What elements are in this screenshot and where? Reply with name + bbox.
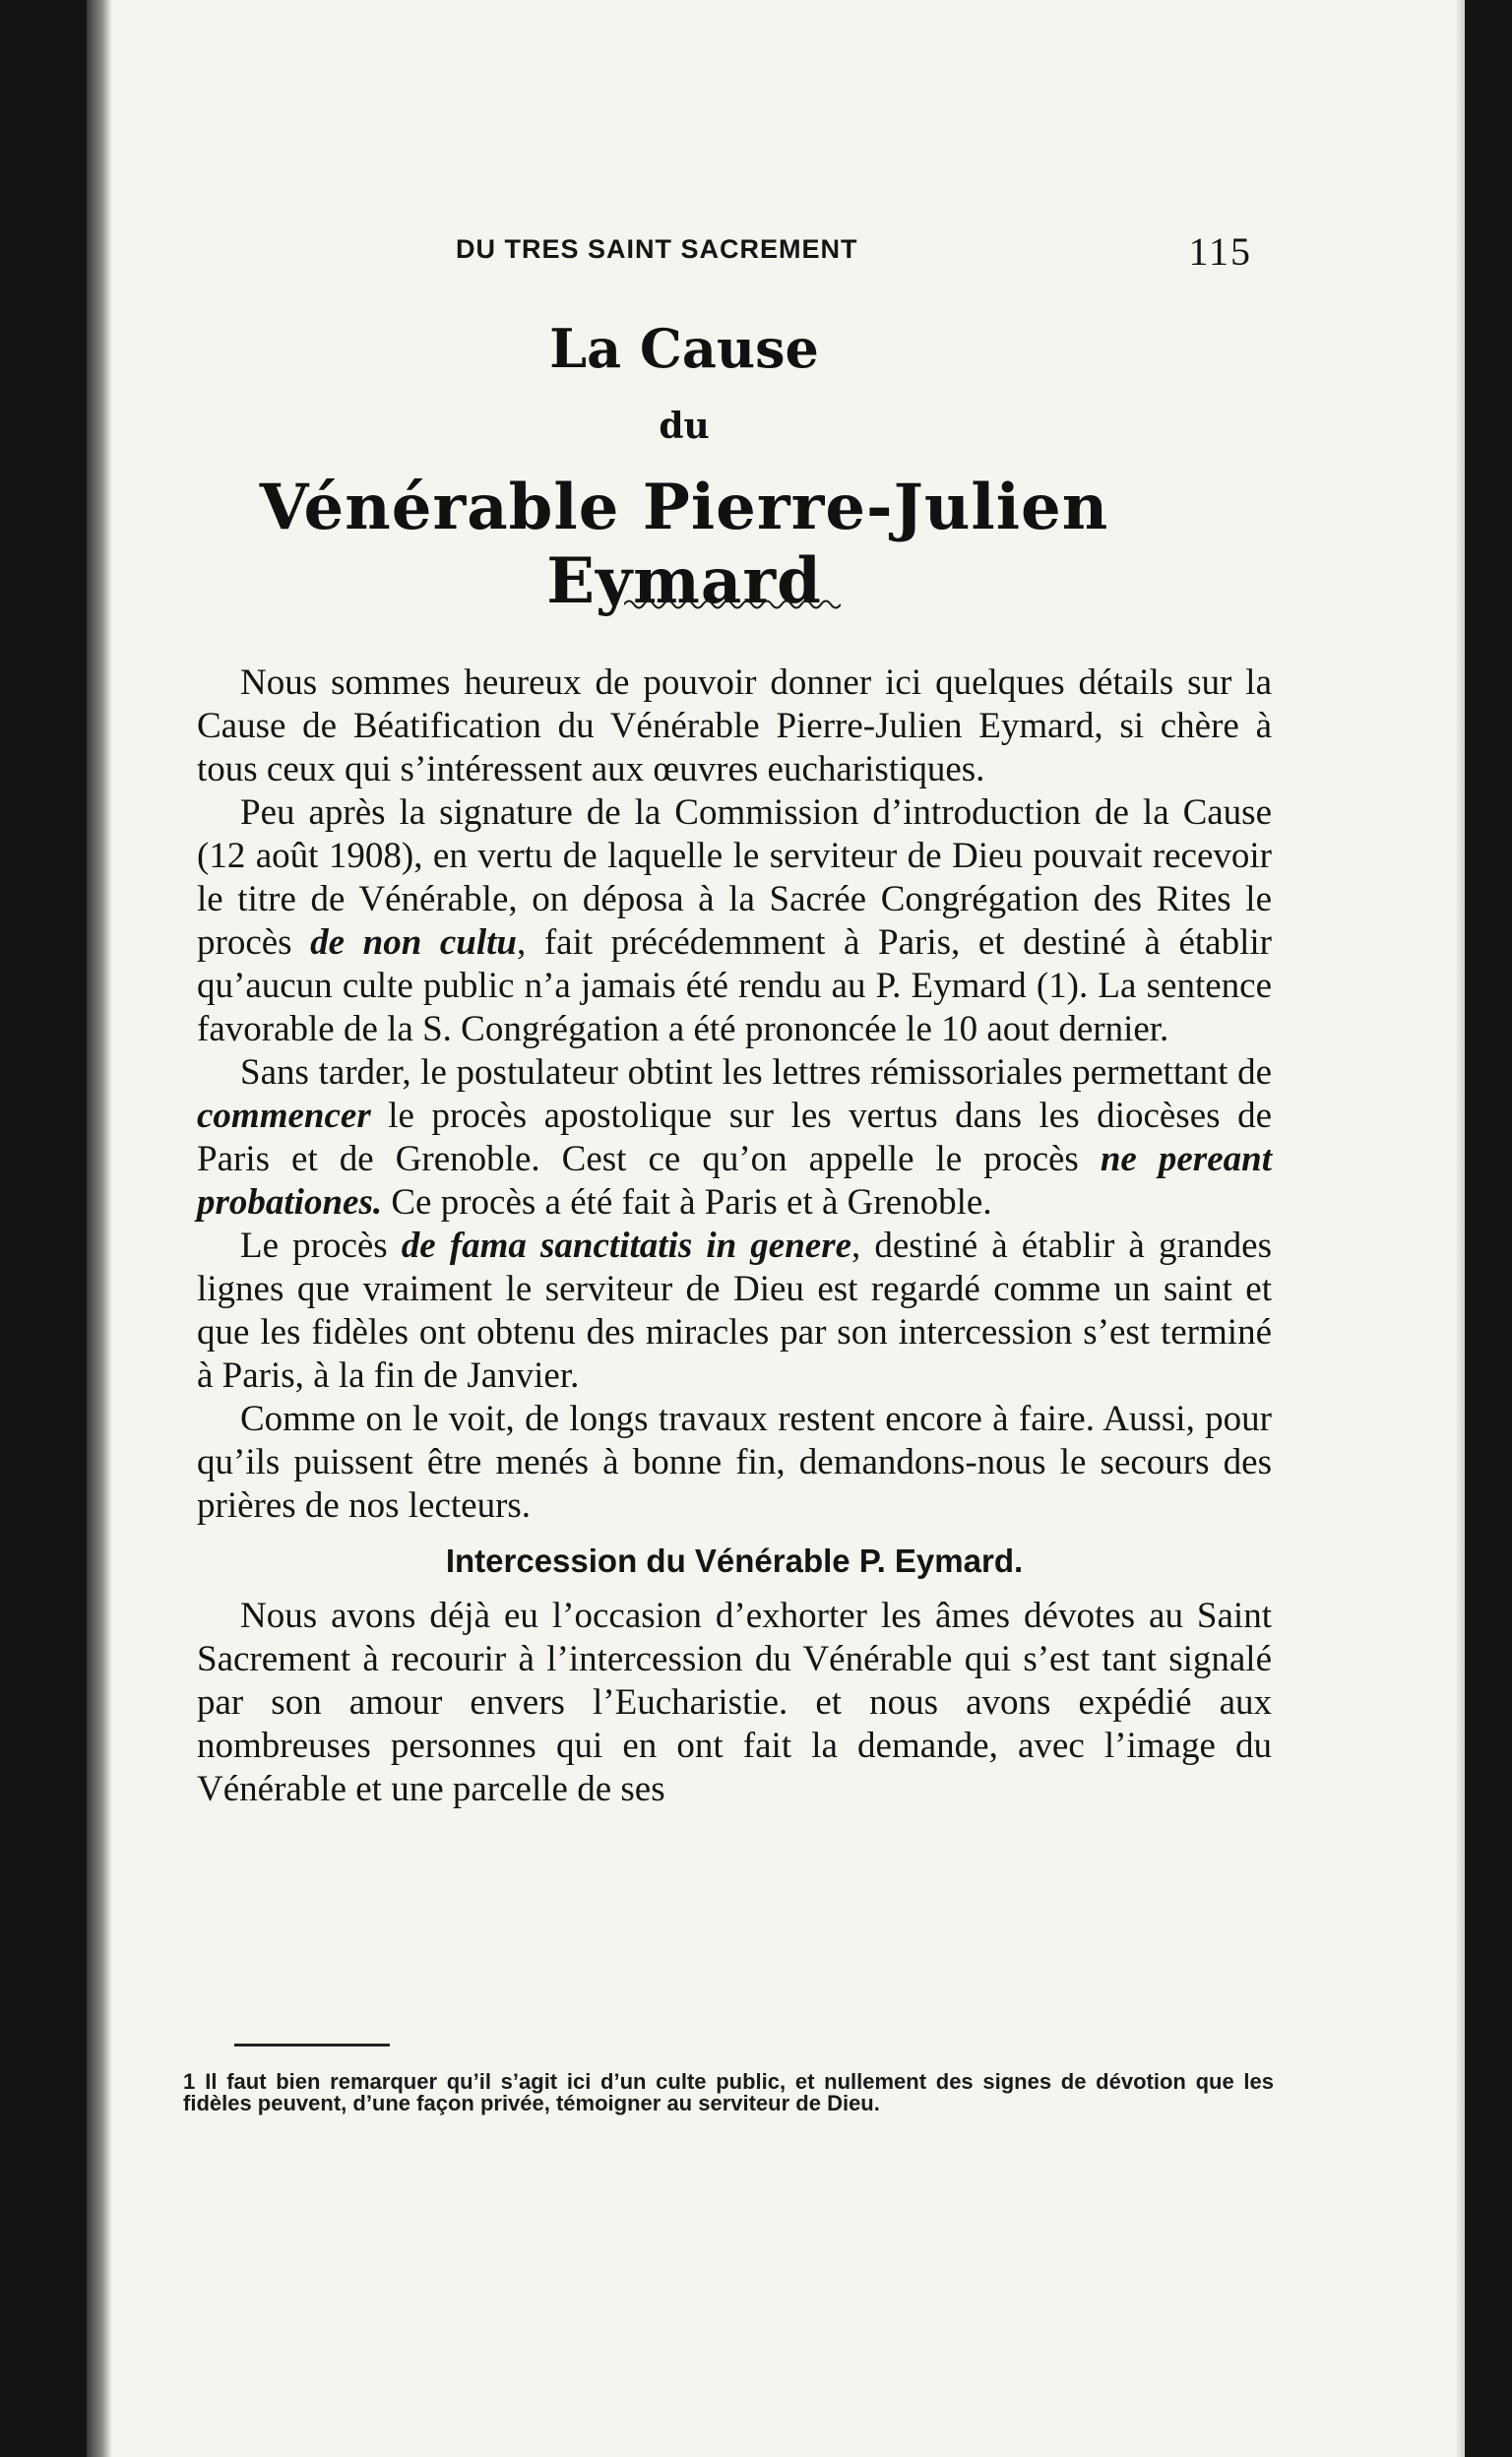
paragraph-text: Peu après la signature de la Commission d’introduction de la Cause (12 août 1908), en vertu de laquelle le serviteur de Dieu pouvait recevoir le titre de Vénérable, on déposa à la Sacrée Congrégation des Rites le procès — [197, 792, 1272, 963]
footnote-text: Il faut bien remarquer qu’il s’agit ici d’un culte public, et nullement des signes de dévotion que les fidèles peuvent, d’une façon privée, témoigner au serviteur de Dieu. — [183, 2069, 1274, 2115]
page-edge — [1455, 0, 1465, 2457]
paragraph — [197, 662, 1272, 791]
title-ornament-rule — [624, 595, 841, 614]
article-title-line-1: La Cause — [549, 317, 819, 380]
section-heading: Intercession du Vénérable P. Eymard. — [445, 1543, 1024, 1579]
page-number: 115 — [1188, 229, 1252, 274]
running-title: DU TRES SAINT SACREMENT — [456, 234, 858, 264]
paragraph-text: Le procès — [240, 1226, 402, 1266]
footnote-number: 1 — [183, 2069, 196, 2094]
latin-term: ne pereant probationes. — [197, 1139, 1272, 1223]
paragraph-text: Comme on le voit, de longs travaux restent encore à faire. Aussi, pour qu’ils puissent être menés à bonne fin, demandons-nous le secours des prières de nos lecteurs. — [197, 1399, 1272, 1526]
paragraph — [197, 1595, 1272, 1811]
paragraph-text: Nous sommes heureux de pouvoir donner ici quelques détails sur la Cause de Béatification du Vénérable Pierre-Julien Eymard, si chère à tous ceux qui s’intéressent aux œuvres eucharistiques. — [197, 662, 1272, 789]
footnote-divider — [234, 2044, 390, 2047]
paragraph-text: le procès apostolique sur les vertus dans les diocèses de Paris et de Grenoble. Cest ce qu’on appelle le procès — [197, 1096, 1272, 1179]
paragraph-text: , fait précédemment à Paris, et destiné à établir qu’aucun culte public n’a jamais été rendu au P. Eymard (1). La sentence favorable de la S. Congrégation a été prononcée le 10 aout dernier. — [197, 922, 1272, 1049]
paragraph — [197, 1398, 1272, 1528]
page-gutter-shadow — [87, 0, 112, 2457]
paragraph-text: Nous avons déjà eu l’occasion d’exhorter les âmes dévotes au Saint Sacrement à recourir à l’intercession du Vénérable qui s’est tant signalé par son amour envers l’Eucharistie. et nous avons expédié aux nombreuses personnes qui en ont fait la demande, avec l’image du Vénérable et une parcelle de ses — [197, 1596, 1272, 1809]
paragraph-text: , destiné à établir à grandes lignes que vraiment le serviteur de Dieu est regardé comme un saint et que les fidèles ont obtenu des miracles par son intercession s’est terminé à Paris, à la fin de Janvier. — [197, 1226, 1273, 1396]
article-title-line-2: du — [659, 406, 710, 447]
article-title-line-3: Vénérable Pierre-Julien Eymard — [259, 471, 1109, 618]
paragraph-text: Sans tarder, le postulateur obtint les lettres rémissoriales permettant de — [240, 1052, 1272, 1093]
latin-term: de non cultu — [310, 922, 517, 963]
footnote — [183, 2071, 1274, 2114]
emphasis: commencer — [197, 1096, 371, 1136]
paragraph — [197, 1225, 1272, 1398]
paragraph — [197, 1051, 1272, 1225]
article-body — [197, 662, 1272, 1811]
book-page — [87, 0, 1465, 2457]
paragraph-text: Ce procès a été fait à Paris et à Grenoble. — [382, 1182, 992, 1223]
paragraph — [197, 791, 1272, 1051]
latin-term: de fama sanctitatis in genere — [401, 1226, 852, 1266]
